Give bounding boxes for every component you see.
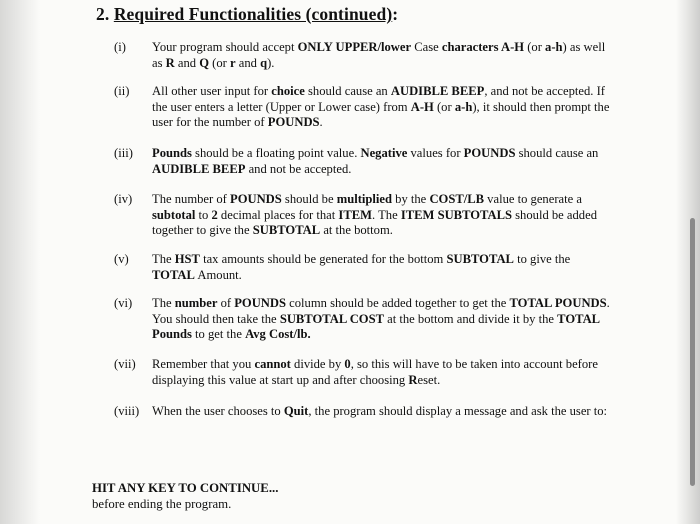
text-run: , and not be accepted. If the user enters a letter (Upper or Lower case) from <box>152 84 605 114</box>
bold-text-run: 2 <box>211 207 218 222</box>
bold-text-run: ITEM SUBTOTALS <box>400 207 512 222</box>
text-run: . <box>319 115 323 129</box>
page-shadow-left <box>0 0 40 524</box>
bold-text-run: q <box>260 55 268 70</box>
text-run: should be <box>281 192 337 206</box>
text-run: The <box>152 252 175 266</box>
item-number: (iii) <box>114 146 133 160</box>
section-heading <box>96 4 398 25</box>
page-shadow-right <box>676 0 700 524</box>
bold-text-run: choice <box>271 84 305 98</box>
bold-text-run: multiplied <box>336 192 392 206</box>
bold-text-run: cannot <box>254 357 291 371</box>
bold-text-run: Quit <box>283 404 309 418</box>
bold-text-run: a-h <box>454 99 473 114</box>
bold-text-run: Q <box>199 55 210 70</box>
bold-text-run: TOTAL Pounds <box>152 311 600 341</box>
footer-text-line: before ending the program. <box>92 497 232 511</box>
text-run: The <box>152 296 175 310</box>
text-run: (or <box>433 99 455 114</box>
item-text <box>152 252 616 283</box>
section-colon: : <box>392 4 399 24</box>
bold-text-run: POUNDS <box>463 146 516 160</box>
bold-text-run: ONLY UPPER/lower <box>297 40 412 54</box>
text-run: ). <box>267 55 275 70</box>
text-run: tax amounts should be generated for the bottom <box>199 252 447 266</box>
text-run: to <box>195 207 212 222</box>
text-run: and <box>235 55 261 70</box>
text-run: at the bottom and divide it by the <box>384 311 558 326</box>
text-run: eset. <box>417 372 441 387</box>
bold-text-run: SUBTOTAL COST <box>279 311 384 326</box>
bold-text-run: number <box>174 296 218 310</box>
text-run: and <box>174 55 200 70</box>
item-text <box>152 192 616 239</box>
item-number: (ii) <box>114 84 130 98</box>
text-run: . The <box>372 207 401 222</box>
text-run: The number of <box>152 192 230 206</box>
text-run: column should be added together to get the <box>286 296 510 310</box>
bold-text-run: characters A-H <box>441 40 525 54</box>
hit-any-key-line: HIT ANY KEY TO CONTINUE... <box>92 481 279 495</box>
text-run: Case <box>411 40 442 54</box>
text-run: of <box>217 296 235 310</box>
bold-text-run: POUNDS <box>234 296 286 310</box>
item-text <box>152 296 616 343</box>
text-run: should cause an <box>515 146 599 160</box>
text-run: Amount. <box>194 267 242 282</box>
bold-text-run: ITEM <box>338 207 373 222</box>
text-run: ), it should then prompt the user for the number of <box>152 99 610 129</box>
text-run: and not be accepted. <box>245 161 352 176</box>
text-run: When the user chooses to <box>152 404 284 418</box>
text-run: should be a floating point value. <box>191 146 361 160</box>
item-text <box>152 357 616 388</box>
bold-text-run: TOTAL <box>152 267 195 282</box>
bold-text-run: COST/LB <box>429 192 485 206</box>
item-number: (v) <box>114 252 129 266</box>
bold-text-run: r <box>230 55 236 70</box>
text-run: All other user input for <box>152 84 272 98</box>
item-number: (i) <box>114 40 126 54</box>
item-number: (viii) <box>114 404 140 418</box>
text-run: Remember that you <box>152 357 255 371</box>
bold-text-run: POUNDS <box>230 192 282 206</box>
text-run: . You should then take the <box>152 296 610 326</box>
text-run: (or <box>209 55 231 70</box>
bold-text-run: 0 <box>344 357 351 371</box>
text-run: should cause an <box>304 84 391 98</box>
text-run: values for <box>407 146 464 160</box>
item-number: (iv) <box>114 192 133 206</box>
bold-text-run: Avg Cost/lb. <box>245 327 311 341</box>
item-text <box>152 146 616 177</box>
text-run: , so this will have to be taken into account before displaying this value at start up and after choosing <box>152 357 598 387</box>
bold-text-run: TOTAL POUNDS <box>509 296 607 310</box>
text-run: decimal places for that <box>217 207 339 222</box>
item-number: (vi) <box>114 296 133 310</box>
text-run: divide by <box>290 357 345 371</box>
item-text <box>152 84 616 131</box>
text-run: at the bottom. <box>320 223 393 237</box>
bold-text-run: SUBTOTAL <box>252 223 321 237</box>
bold-text-run: AUDIBLE BEEP <box>390 84 485 98</box>
bold-text-run: R <box>165 55 175 70</box>
bold-text-run: AUDIBLE BEEP <box>152 161 246 176</box>
bold-text-run: SUBTOTAL <box>446 252 514 266</box>
bold-text-run: subtotal <box>152 207 196 222</box>
item-number: (vii) <box>114 357 136 371</box>
item-text <box>152 40 616 71</box>
item-text <box>152 404 616 420</box>
text-run: Your program should accept <box>152 40 298 54</box>
bold-text-run: POUNDS <box>267 115 320 129</box>
text-run: ) as well as <box>152 40 606 70</box>
text-run: to give the <box>513 252 571 266</box>
scrollbar-thumb[interactable] <box>690 218 695 486</box>
text-run: (or <box>524 40 546 54</box>
bold-text-run: A-H <box>410 99 434 114</box>
section-title: Required Functionalities (continued) <box>113 4 393 24</box>
text-run: by the <box>392 192 430 206</box>
text-run: to get the <box>191 327 246 341</box>
bold-text-run: Pounds <box>152 146 192 160</box>
text-run: value to generate a <box>484 192 582 206</box>
footer-note <box>92 480 278 512</box>
bold-text-run: R <box>408 372 418 387</box>
bold-text-run: a-h <box>545 40 563 54</box>
text-run: , the program should display a message and ask the user to: <box>308 404 608 418</box>
bold-text-run: HST <box>174 252 200 266</box>
section-number: 2. <box>96 4 114 24</box>
text-run: should be added together to give the <box>152 207 597 237</box>
bold-text-run: Negative <box>360 146 408 160</box>
